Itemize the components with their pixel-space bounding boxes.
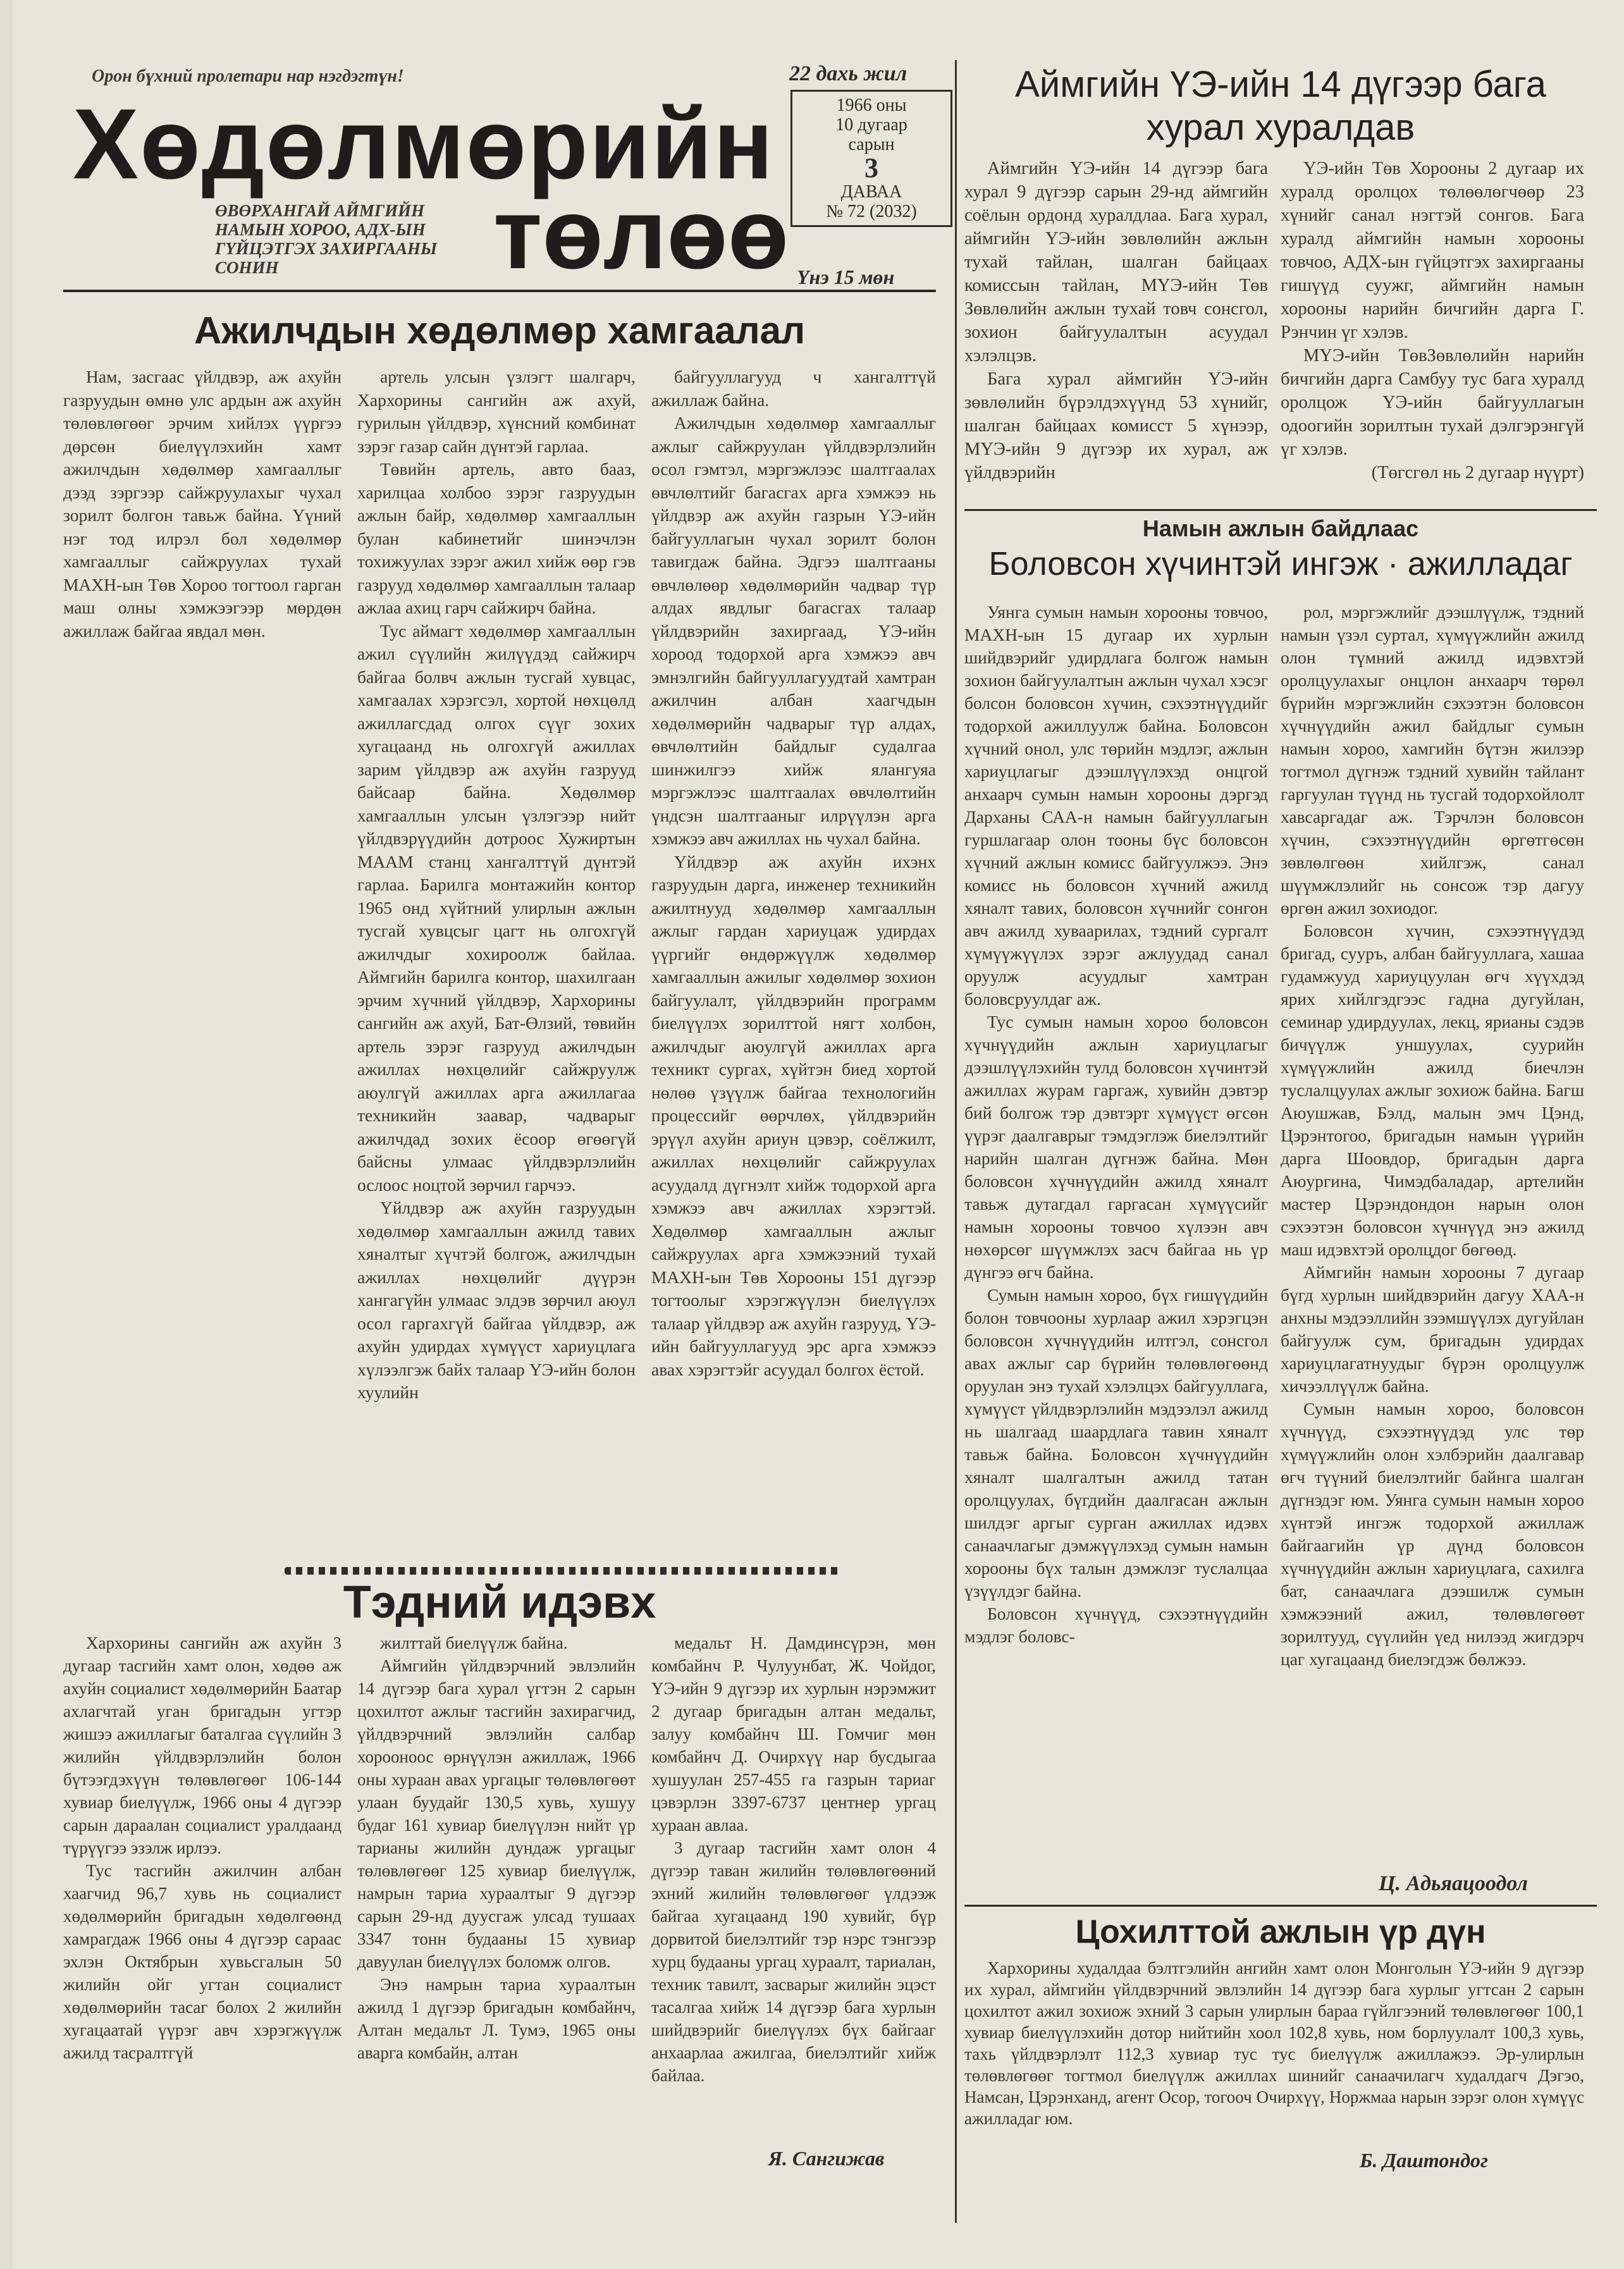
initiative-paragraph-1: Хархорины сангийн аж ахуйн 3 дугаар тасгийн хамт олон, хөдөө аж ахуйн социалист хөдөлмөрийн Баатар ахлагчтай уган бригадын угтэр жишээ ажиллагыг баталгаа сүүлийн 3 жилийн үйлдвэрлэлийн болон бүтээгдэхүүн төлөвлөгөөг 106-144 хувиар биелүүлж, 1966 оны 4 дүгээр сарын дараалан социалист уралдаанд түрүүгээ эзэлж ирлээ. [63,1633,341,1857]
masthead-title-bottom: төлөө [493,178,789,290]
trained-column-2 [1281,601,1584,1671]
initiative-paragraph-4: Аймгийн үйлдвэрчний эвлэлийн 14 дүгээр бага хурал үгтэн 2 сарын цохилтот ажлыг тасгийн захирагчид, үйлдвэрчний эвлэлийн салбар хорооноос өрнүүлэн ажиллаж, 1966 оны хураан авах ургацыг төлөвлөгөөт улаан буудайг 130,5 хувь, хушуу будаг 161 хувиар биелүүлэн нийт үр тарианы жилийн дундаж ургацыг төлөвлөгөөг 125 хувиар биелүүлж, намрын тариа хураалтыг 9 дүгээр сарын 29-нд дуусгаж улсад тушаах 3347 тонн будааны 15 хувиар давуулан биелүүлэх боломж олгов. [357,1656,636,1971]
masthead-title-top: Хөдөлмөрийн [73,89,775,200]
results-signature: Б. Даштондог [1360,2149,1488,2172]
initiative-column-2 [357,1632,636,2064]
initiative-title: Тэдний идэвх [343,1577,656,1628]
protection-column-2 [357,366,636,1405]
issue-weekday: ДАВАА [840,182,902,202]
trained-paragraph-4: Боловсон хүчнүүд, сэхээтнүүдийн мэдлэг боловс- [964,1604,1268,1646]
results-body [964,1957,1584,2129]
trained-signature: Ц. Адьяацоодол [1379,1872,1528,1895]
issue-info-box [790,90,952,227]
protection-paragraph-2: артель улсын үзлэгт шалгарч, Хархорины сангийн аж ахуй, гурилын үйлдвэр, хүнсний комбинат зэрэг газар сайн дүнтэй гарлаа. [357,367,636,456]
issue-year: 22 дахь жил [789,62,907,85]
plenum-column-1 [964,157,1268,484]
issue-number: № 72 (2032) [826,202,917,221]
trained-title: Боловсон хүчинтэй ингэж · ажилладаг [988,546,1573,582]
protection-column-3 [651,366,936,1381]
initiative-column-1 [63,1632,341,2064]
issue-day: 3 [864,152,878,183]
ornament-divider [285,1567,841,1575]
protection-title: Ажилчдын хөдөлмөр хамгаалал [194,309,806,352]
masthead-motto: Орон бүхний пролетари нар нэгдэгтүн! [92,66,404,86]
trained-column-1 [964,601,1268,1648]
initiative-signature: Я. Сангижав [768,2147,885,2170]
trained-paragraph-5: рол, мэргэжлийг дээшлүүлж, тэдний намын үзэл суртал, хүмүүжлийн ажилд олон түмний ажилд идэвхтэй оролцуулахыг онцлон анхаарч төрөл бүрийн мэргэжлийн сэхээтэн боловсон хүчнүүдийн ажил байдлыг сумын намын хороо, хамгийн бүтэн жилээр тогтмол дүгнэж тэдний хувийн тайлант гаргуулан түүнд нь тусгай тодорхойлолт хавсаргадаг аж. Тэрчлэн боловсон хүчин, сэхээтнүүдийн өргөтгөсөн зөвлөлгөөн хийлгэж, санал шүүмжлэлийг нь сонсож тэр дагуу өргөн ажил зохиодог. [1281,602,1584,918]
issue-date-line-2: 10 дугаар [835,115,907,135]
trained-paragraph-8: Сумын намын хороо, боловсон хүчнүүд, сэхээтнүүдэд улс төр хүмүүжлийн олон хэлбэрийн даалгавар өгч түүний биелэлтийг байнга шалган дүгнэдэг юм. Уянга сумын намын хороо хүнтэй ингэж тодорхой ажиллаж байгаагийн үр дүнд боловсон хүчнүүдийн ажлын хариуцлага, сахилга бат, санаачлага дээшилж сумын хэмжээний ажил, төлөвлөгөөт зорилтууд, сүүлийн үед нилээд жигдэрч цаг хугацаанд биелэгдэж бөлжээ. [1281,1399,1584,1669]
initiative-paragraph-3: жилттай биелүүлж байна. [380,1633,568,1652]
plenum-paragraph-1: Аймгийн ҮЭ-ийн 14 дүгээр бага хурал 9 дүгээр сарын 29-нд аймгийн соёлын ордонд хуралдлаа. Бага хурал, аймгийн ҮЭ-ийн зөвлөлийн ажлын тухай тайлан, шалган байцаах комиссын тайлан, МҮЭ-ийн Төв Зөвлөлийн ажлын тухай товч сонсгол, зохион байгуулалтын асуудал хэлэлцэв. [964,159,1268,366]
plenum-paragraph-4: МҮЭ-ийн ТөвЗөвлөлийн нарийн бичгийн дарга Самбуу тус бага хуралд оролцож ҮЭ-ийн байгууллагын одоогийн зорилтын тухай дэлгэрэнгүй үг хэлэв. [1281,346,1584,459]
initiative-paragraph-7: 3 дугаар тасгийн хамт олон 4 дүгээр таван жилийн төлөвлөгөөний эхний жилийн төлөвлөгөөг үлдээж байгаа хугацаанд 190 хувийг, бүр дорвитой биелэлтийг тэр нэрс тэнгээр хурц будааны ургац хураалт, тариалан, техник тавилт, засварыг жилийн эцэст тасалгаа хийж 14 дүгээр бага хурлын шийдвэрийг биелүүлэх бүх байгааг анхаарлаа ажилгаа, биелэлтийг хийж байлаа. [651,1838,936,2085]
plenum-rule [964,509,1597,511]
trained-kicker: Намын ажлын байдлаас [1142,515,1419,541]
plenum-continued: (Төгсгөл нь 2 дугаар нүүрт) [1371,463,1584,483]
issue-date-line-3: сарын [848,135,895,154]
protection-paragraph-7: Ажилчдын хөдөлмөр хамгааллыг ажлыг сайжруулан үйлдвэрлэлийн осол гэмтэл, мэргэжлээс шалтгаалах өвчлөлтийг багасгах арга хэмжээ нь үйлдвэр аж ахуйн газрын ҮЭ-ийн байгууллагын чухал зорилт болон тавигдаж байна. Эдгээ шалтгааны өвчлөлөөр хөдөлмөрийн чадвар түр алдах явдлыг багасгах талаар үйлдвэрийн захиргаад, ҮЭ-ийн хороод тодорхой арга хэмжээ авч эмнэлгийн байгууллагуудтай хамтран ажилчин албан хаагчдын хөдөлмөрийн чадварыг түр алдах, өвчлөлтийн байдлыг судалгаа шинжилгээ хийж ялангуяа мэргэжлээс шалтгаалах өвчлөлтийн үндсэн шалтгааныг илрүүлэн арга хэмжээ авч ажиллах нь чухал байна. [651,413,936,848]
trained-paragraph-3: Сумын намын хороо, бүх гишүүдийн болон товчооны хурлаар ажил хэрэгцэн боловсон хүчнүүдийн илтгэл, сонсгол авах ажлыг сар бүрийн төлөвлөгөөнд оруулан энэ тухай хэлэлцэх байгууллага, хүмүүст үйлдвэрлэлийн мэдээлэл ажилд нь шалгаад шаардлага тавин хяналт тавьж байна. Боловсон хүчнүүдийн хяналт шалгалтын ажилд татан оролцуулах, бүгдийн даалгасан ажлын шилдэг аргыг сурган ажиллах идэвх санаачлагыг дэмжүүлэхэд сумын намын хорооны бүх талын дэмжлэг туслалцаа үзүүлдэг байна. [964,1285,1268,1601]
plenum-paragraph-2: Бага хурал аймгийн ҮЭ-ийн зөвлөлийн бүрэлдэхүүнд 53 хүнийг, шалган байцаах комисст 5 хүнээр, МҮЭ-ийн 9 дүгээр их хурал, аж үйлдвэрийн [964,369,1268,483]
plenum-paragraph-3: ҮЭ-ийн Төв Хорооны 2 дугаар их хуралд оролцох төлөөлөгчөөр 23 хүнийг санал нэгтэй сонгов. Бага хуралд аймгийн намын хорооны товчоо, АДХ-ын гүйцэтгэх захиргааны гишүүд суужг, аймгийн намын хорооны нарийн бичгийн дарга Г. Рэнчин үг хэлэв. [1281,159,1584,342]
newspaper-page [13,0,1624,2269]
trained-paragraph-1: Уянга сумын намын хорооны товчоо, МАХН-ын 15 дугаар их хурлын шийдвэрийг удирдлага болгож намын зохион байгуулалтын ажлын чухал хэсэг болсон боловсон хүчин, сэхээтнүүдийг тодорхой ажиллуулж байна. Боловсон хүчний онол, улс төрийн мэдлэг, ажлын хариуцлагыг дээшлүүлэхэд онцгой анхаарч сумын намын хорооны дэргэд Дарханы САА-н намын байгууллагын гуршлагаар олон тооны бүс боловсон хүчний ажлын комисс байгуулжээ. Энэ комисс нь боловсон хүчний ажилд хяналт тавих, боловсон хүчнийг сонгон авч ажилд хуваарилах, тэдний сургалт хүмүүжүүлэх зэрэг ажлуудад санал оруулж асуудлыг хамтран боловсруулдаг аж. [964,602,1268,1009]
trained-paragraph-7: Аймгийн намын хорооны 7 дугаар бүгд хурлын шийдвэрийн дагуу ХАА-н анхны мэдээллийн зээмшүүлэх дугуйлан байгуулж сум, бригадын удирдах хариуцлагатнуудыг бүрэн оролцуулж хичээллүүлж байна. [1281,1262,1584,1396]
initiative-paragraph-2: Тус тасгийн ажилчин албан хаагчид 96,7 хувь нь социалист хөдөлмөрийн бригадын хөдөлгөөнд хамрагдаж 1966 оны 4 дүгээр сараас эхлэн Октябрын хувьсгалын 50 жилийн ойг угтан социалист хөдөлмөрийн тасаг болох 2 жилийн хугацаатай үүрэг авч хэрэгжүүлж ажилд тасралтгүй [63,1861,341,2062]
protection-paragraph-1: Нам, засгаас үйлдвэр, аж ахуйн газруудын өмнө улс ардын аж ахуйн төлөвлөгөөг эрчим хийлэх үүргээ дөрсөн биелүүлэхийн хамт ажилчдын хөдөлмөр хамгааллыг дээд зэргээр сайжруулахыг чухал зорилт болгон тавьж байна. Үүний нэг тод илрэл бол хөдөлмөр хамгааллыг сайжруулах тухай МАХН-ын Төв Хороо тогтоол гарган маш олны хэмжээгээр мөрдөн ажиллаж байгаа явдал мөн. [63,367,341,641]
protection-paragraph-3: Төвийн артель, авто бааз, харилцаа холбоо зэрэг газруудын ажлын байр, хөдөлмөр хамгааллын булан кабинетийг шинэчлэн тохижуулах зэрэг ажил хийж өөр гэв газрууд хөдөлмөр хамгааллын талаар ажлаа ахиц гарч сайжирч байна. [357,459,636,617]
issue-price: Үнэ 15 мөн [797,266,895,288]
initiative-column-3 [651,1632,936,2087]
protection-paragraph-4: Тус аймагт хөдөлмөр хамгааллын ажил сүүлийн жилүүдэд сайжирч байгаа болвч ажлын тусгай хувцас, хамгаалах хэрэгсэл, хортой нөхцөлд ажиллагсдад олгох сүүг зохих хугацаанд нь олгохгүй ажиллах зарим үйлдвэр аж ахуйн газрууд байсаар байна. Хөдөлмөр хамгааллын улсын үзлэгээр нийт үйлдвэрүүдийн дотроос Хужиртын МААМ станц хангалттүй дүнтэй гарлаа. Барилга монтажийн контор 1965 онд хүйтний улирлын ажлын тусгай хувцсыг цагт нь олгохгүй ажилчдыг хохироолж байлаа. Аймгийн барилга контор, шахилгаан эрчим хүчний үйлдвэр, Хархорины сангийн аж ахуй, Бат-Өлзий, төвийн артель зэрэг газрууд ажилчдын ажиллах нөхцөлийг сайжруулж аюулгүй ажиллах арга ажиллагаа техникийн заавар, чадварыг ажилчдад зохих ёсоор өгөөгүй байсны улмаас үйлдвэрлэлийн ослоос ноцтой зөрчил гарчээ. [357,620,636,1195]
initiative-paragraph-6: медальт Н. Дамдинсүрэн, мөн комбайнч Р. Чулуунбат, Ж. Чойдог, ҮЭ-ийн 9 дүгээр их хурлын нэрэмжит 2 дугаар бригадын алтан медальт, залуу комбайнч Ш. Гомчиг мөн комбайнч Д. Очирхүү нар бусдыгаа хушуулан 257-455 га газрын тариаг цэвэрлэн 3397-6737 центнер ургац хураан авлаа. [651,1633,936,1835]
protection-paragraph-8: Үйлдвэр аж ахуйн ихэнх газруудын дарга, инженер техникийн ажилтнууд хөдөлмөр хамгааллын ажлыг гардан хариуцаж удирдах үүргийг өндөржүүлж хөдөлмөр хамгааллын ажилыг хөдөлмөр зохион байгуулалт, үйлдвэрийн программ биелүүлэх зорилттой нягт холбон, ажилчдыг аюулгүй ажиллах арга техникт сургах, хүйтэн биед хортой нөлөө үзүүлж байгаа технологийн процессийг өөрчлөх, үйлдвэрийн эрүүл ахуйн ариун цэвэр, соёлжилт, ажиллах нөхцөлийг сайжруулах асуудалд дүгнэлт хийж тодорхой арга хэмжээ авч ажиллах хэрэгтэй. Хөдөлмөр хамгааллын ажлыг сайжруулах арга хэмжээний тухай МАХН-ын Төв Хорооны 151 дүгээр тогтоолыг хэрэгжүүлэн биелүүлэх талаар үйлдвэр аж ахуйн газрууд, ҮЭ-ийн байгууллагууд эрс арга хэмжээ авах хэрэгтэйг асуудал болгох ёстой. [651,851,936,1379]
results-paragraph: Хархорины худалдаа бэлтгэлийн ангийн хамт олон Монголын ҮЭ-ийн 9 дүгээр их хурал, аймгийн үйлдвэрчний эвлэлийн 14 дүгээр бага хурлыг угтсан 2 сарын цохилтот ажил зохиож эхний 3 сарын улирлын бараа гүйлгээний төлөвлөгөөг 100,1 хувиар биелүүлэхийн дотор нийтийн хоол 102,8 хувь, ном борлуулалт 100,3 хувь, тахь үйлдвэрлэлт 112,3 хувиар тус тус биелүүлж ажиллажээ. Эр-улирлын төлөвлөгөөг тогтмол биелүүлж ажиллах шинийг санаачилагч худалдагч Дэгэо, Намсан, Цэрэнханд, агент Осор, тогооч Очирхүү, Норжмаа нарын зэрэг олон хүмүүс ажилладаг юм. [964,1958,1584,2128]
issue-date-line-1: 1966 оны [836,95,907,115]
trained-rule [964,1905,1597,1907]
trained-paragraph-2: Тус сумын намын хороо боловсон хүчнүүдийн ажлын хариуцлагыг дээшлүүлэхийн тулд боловсон хүчинтэй ажиллах журам гаргаж, хувийн дэвтэр бий болгож тэр дэвтэрт хүмүүст өгсөн үүрэг даалгаврыг тэмдэглэж биелэлтийг нарийн шалган дүгнэж байна. Мөн боловсон хүчнүүдийн ажилд хяналт тавьж дутагдал гаргасан хүмүүсийг намын хорооны товчоо хүлээн авч нөхөрсөг шүүмжлэх засч байгаа нь үр дүнгээ өгч байна. [964,1012,1268,1282]
masthead-publisher: ӨВӨРХАНГАЙ АЙМГИЙН НАМЫН ХОРОО, АДХ-ЫН ГҮЙЦЭТГЭХ ЗАХИРГААНЫ СОНИН [215,201,438,277]
trained-paragraph-6: Боловсон хүчин, сэхээтнүүдэд бригад, сууръ, албан байгууллага, хашаа гудамжууд хариуцуулан өгч хүүхдэд ярих хийлгэдгээс гадна дугуйлан, семинар удирдуулах, лекц, ярианы сэдэв бичүүлж уншуулах, суурийн хүмүүжлийн ажилд биечлэн туслалцуулах ажлыг зохиож байна. Багш Аюушжав, Бэлд, малын эмч Цэнд, Цэрэнтогоо, бригадын намын үүрийн дарга Шоовдор, бригадын дарга Аюургина, Чимэдбаладар, артелийн мастер Цэрэндондон нарын олон сэхээтэн боловсон хүчнүүд энэ ажилд маш идэвхтэй оролцдог бөгөөд. [1281,921,1584,1259]
protection-paragraph-5: Үйлдвэр аж ахуйн газруудын хөдөлмөр хамгааллын ажилд тавих хяналтыг хүчтэй болгож, ажилчдын ажиллах нөхцөлийг дүүрэн хангагүйн улмаас элдэв зөрчил аюул осол гаргахгүй байгаа үйлдвэр, аж ахуйн удирдах хүмүүст хариуцлага хүлээлгэж байх талаар ҮЭ-ийн болон хуулийн [357,1198,636,1402]
protection-column-1 [63,366,341,643]
plenum-column-2 [1281,157,1584,484]
column-divider [955,60,957,2223]
initiative-paragraph-5: Энэ намрын тариа хураалтын ажилд 1 дүгээр бригадын комбайнч, Алтан медальт Л. Тумэ, 1965 оны аварга комбайн, алтан [357,1975,636,2062]
plenum-title: Аймгийн ҮЭ-ийн 14 дүгээр бага хурал хуралдав [1015,64,1546,148]
protection-paragraph-6: байгууллагууд ч хангалттүй ажиллаж байна. [651,367,936,410]
results-title: Цохилттой ажлын үр дүн [1075,1914,1486,1950]
masthead-rule [63,290,936,292]
